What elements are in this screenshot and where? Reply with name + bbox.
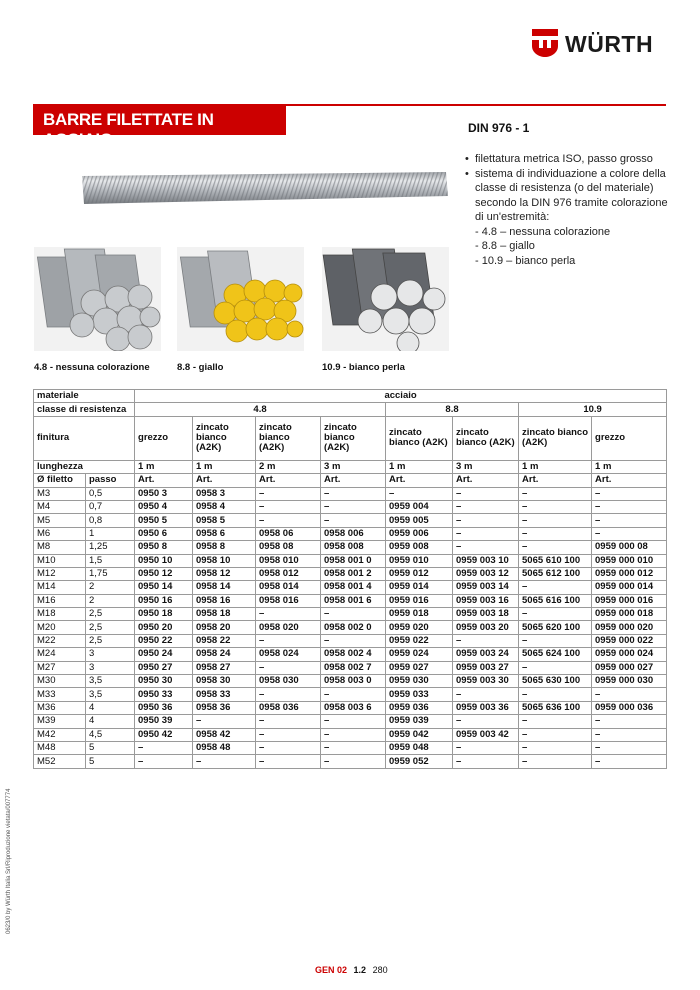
article-number-cell: 0959 012 xyxy=(386,567,453,580)
article-number-cell: – xyxy=(453,514,519,527)
passo-label: passo xyxy=(86,474,135,487)
finish-cell: zincato bianco (A2K) xyxy=(453,416,519,460)
article-number-cell: 0959 003 14 xyxy=(453,581,519,594)
table-row xyxy=(34,741,667,754)
article-number-cell: – xyxy=(519,608,592,621)
table-row xyxy=(34,661,667,674)
article-number-cell: 0959 003 10 xyxy=(453,554,519,567)
article-number-cell: 0958 33 xyxy=(193,688,256,701)
row-materiale xyxy=(34,390,667,403)
article-number-cell: 0959 030 xyxy=(386,675,453,688)
pitch-cell: 3,5 xyxy=(86,675,135,688)
article-number-cell: 0950 10 xyxy=(135,554,193,567)
pitch-cell: 0,7 xyxy=(86,500,135,513)
article-number-cell: 0959 033 xyxy=(386,688,453,701)
table-row xyxy=(34,594,667,607)
article-number-cell: 0950 3 xyxy=(135,487,193,500)
article-number-cell: – xyxy=(256,688,321,701)
article-number-cell: 5065 620 100 xyxy=(519,621,592,634)
art-label: Art. xyxy=(592,474,667,487)
thread-size-cell: M20 xyxy=(34,621,86,634)
article-number-cell: 0959 000 022 xyxy=(592,634,667,647)
row-lunghezza xyxy=(34,460,667,473)
art-label: Art. xyxy=(193,474,256,487)
article-number-cell: – xyxy=(386,487,453,500)
article-number-cell: – xyxy=(519,688,592,701)
pitch-cell: 4 xyxy=(86,715,135,728)
row-finitura xyxy=(34,416,667,460)
article-number-cell: – xyxy=(321,715,386,728)
article-number-cell: 0958 08 xyxy=(256,541,321,554)
art-label: Art. xyxy=(321,474,386,487)
article-number-cell: 0950 12 xyxy=(135,567,193,580)
article-number-cell: – xyxy=(321,487,386,500)
pitch-cell: 2 xyxy=(86,594,135,607)
pitch-cell: 2 xyxy=(86,581,135,594)
article-number-cell: – xyxy=(519,741,592,754)
article-number-cell: 0950 20 xyxy=(135,621,193,634)
article-number-cell: – xyxy=(453,688,519,701)
pitch-cell: 0,5 xyxy=(86,487,135,500)
thread-size-cell: M12 xyxy=(34,567,86,580)
pitch-cell: 1,5 xyxy=(86,554,135,567)
article-number-cell: – xyxy=(592,688,667,701)
table-row xyxy=(34,755,667,768)
article-number-cell: 0950 33 xyxy=(135,688,193,701)
article-number-cell: 0950 27 xyxy=(135,661,193,674)
table-row xyxy=(34,541,667,554)
article-number-cell: – xyxy=(321,608,386,621)
article-number-cell: 0958 22 xyxy=(193,634,256,647)
article-number-cell: – xyxy=(453,541,519,554)
article-number-cell: – xyxy=(519,634,592,647)
article-number-cell: 0959 039 xyxy=(386,715,453,728)
article-number-cell: 0959 003 16 xyxy=(453,594,519,607)
pitch-cell: 4,5 xyxy=(86,728,135,741)
article-number-cell: – xyxy=(321,728,386,741)
thread-size-cell: M27 xyxy=(34,661,86,674)
article-number-cell: 0959 000 014 xyxy=(592,581,667,594)
article-number-cell: 0959 014 xyxy=(386,581,453,594)
article-number-cell: 0958 003 6 xyxy=(321,701,386,714)
article-number-cell: – xyxy=(519,755,592,768)
din-standard: DIN 976 - 1 xyxy=(468,121,530,135)
thread-size-cell: M8 xyxy=(34,541,86,554)
article-number-cell: 0959 000 024 xyxy=(592,648,667,661)
article-number-cell: – xyxy=(519,541,592,554)
article-number-cell: 0959 003 36 xyxy=(453,701,519,714)
article-number-cell: – xyxy=(453,487,519,500)
article-number-cell: 0958 014 xyxy=(256,581,321,594)
table-row xyxy=(34,728,667,741)
table-row xyxy=(34,675,667,688)
page-footer xyxy=(315,965,388,975)
article-number-cell: 0950 8 xyxy=(135,541,193,554)
article-number-cell: 0950 6 xyxy=(135,527,193,540)
length-cell: 1 m xyxy=(193,460,256,473)
table-row xyxy=(34,554,667,567)
thread-size-cell: M4 xyxy=(34,500,86,513)
feature-sub-3: - 10.9 – bianco perla xyxy=(475,254,576,267)
article-number-cell: – xyxy=(592,755,667,768)
materiale-label: materiale xyxy=(34,390,135,403)
threaded-rod-image xyxy=(78,170,450,206)
article-number-cell: – xyxy=(519,581,592,594)
feature-sub-1: - 4.8 – nessuna colorazione xyxy=(475,225,611,238)
article-number-cell: 0958 24 xyxy=(193,648,256,661)
article-number-cell: 5065 616 100 xyxy=(519,594,592,607)
art-label: Art. xyxy=(256,474,321,487)
table-row xyxy=(34,634,667,647)
article-number-cell: – xyxy=(453,755,519,768)
length-cell: 1 m xyxy=(519,460,592,473)
article-number-cell: – xyxy=(256,634,321,647)
article-number-cell: – xyxy=(592,728,667,741)
table-row xyxy=(34,567,667,580)
article-number-cell: 0958 06 xyxy=(256,527,321,540)
table-row xyxy=(34,500,667,513)
article-number-cell: 0958 18 xyxy=(193,608,256,621)
article-number-cell: – xyxy=(453,527,519,540)
length-cell: 1 m xyxy=(386,460,453,473)
article-number-cell: 0959 003 27 xyxy=(453,661,519,674)
thread-size-cell: M18 xyxy=(34,608,86,621)
article-number-cell: – xyxy=(453,500,519,513)
article-number-cell: 0958 001 6 xyxy=(321,594,386,607)
article-number-cell: 0958 002 7 xyxy=(321,661,386,674)
pitch-cell: 1,25 xyxy=(86,541,135,554)
pitch-cell: 3,5 xyxy=(86,688,135,701)
article-number-cell: – xyxy=(453,741,519,754)
thread-size-cell: M33 xyxy=(34,688,86,701)
article-number-cell: 0958 36 xyxy=(193,701,256,714)
feature-list xyxy=(464,152,669,268)
art-label: Art. xyxy=(519,474,592,487)
pitch-cell: 1,75 xyxy=(86,567,135,580)
article-number-cell: 0950 14 xyxy=(135,581,193,594)
article-number-cell: 0959 004 xyxy=(386,500,453,513)
article-number-cell: 0959 003 12 xyxy=(453,567,519,580)
article-number-cell: 0958 001 0 xyxy=(321,554,386,567)
article-number-cell: 0958 003 0 xyxy=(321,675,386,688)
article-number-cell: 0958 006 xyxy=(321,527,386,540)
pitch-cell: 2,5 xyxy=(86,634,135,647)
article-number-cell: 0959 000 016 xyxy=(592,594,667,607)
article-number-cell: 0950 36 xyxy=(135,701,193,714)
article-number-cell: – xyxy=(256,514,321,527)
art-label: Art. xyxy=(386,474,453,487)
length-cell: 3 m xyxy=(321,460,386,473)
article-number-cell: – xyxy=(321,634,386,647)
article-number-cell: 0958 30 xyxy=(193,675,256,688)
feature-bullet-1: • filettatura metrica ISO, passo grosso xyxy=(464,152,669,167)
article-number-cell: 0958 4 xyxy=(193,500,256,513)
article-number-cell: 0959 020 xyxy=(386,621,453,634)
article-number-cell: 0959 000 018 xyxy=(592,608,667,621)
article-number-cell: 0950 4 xyxy=(135,500,193,513)
article-number-cell: 0959 000 030 xyxy=(592,675,667,688)
article-number-cell: 0958 42 xyxy=(193,728,256,741)
article-number-cell: 0958 16 xyxy=(193,594,256,607)
pitch-cell: 2,5 xyxy=(86,608,135,621)
classe-label: classe di resistenza xyxy=(34,403,135,416)
caption-4-8: 4.8 - nessuna colorazione xyxy=(34,362,150,373)
article-number-cell: 0958 008 xyxy=(321,541,386,554)
article-number-cell: – xyxy=(321,688,386,701)
caption-8-8: 8.8 - giallo xyxy=(177,362,224,373)
thread-size-cell: M22 xyxy=(34,634,86,647)
title-banner xyxy=(33,104,286,149)
article-number-cell: 0959 027 xyxy=(386,661,453,674)
article-number-cell: – xyxy=(135,755,193,768)
table-row xyxy=(34,621,667,634)
row-art-header xyxy=(34,474,667,487)
article-number-cell: 0959 000 020 xyxy=(592,621,667,634)
article-number-cell: 0959 036 xyxy=(386,701,453,714)
thread-size-cell: M24 xyxy=(34,648,86,661)
article-number-cell: – xyxy=(256,741,321,754)
article-number-cell: 0950 24 xyxy=(135,648,193,661)
article-number-cell: 0959 003 30 xyxy=(453,675,519,688)
table-row xyxy=(34,688,667,701)
article-number-cell: 0958 3 xyxy=(193,487,256,500)
article-number-cell: – xyxy=(256,728,321,741)
pitch-cell: 0,8 xyxy=(86,514,135,527)
article-number-cell: 0950 16 xyxy=(135,594,193,607)
article-number-cell: – xyxy=(519,487,592,500)
article-number-cell: 0959 008 xyxy=(386,541,453,554)
class-4-8: 4.8 xyxy=(135,403,386,416)
row-classe xyxy=(34,403,667,416)
article-number-cell: 0958 020 xyxy=(256,621,321,634)
article-number-cell: 0959 042 xyxy=(386,728,453,741)
article-number-cell: – xyxy=(321,741,386,754)
article-number-cell: 0958 10 xyxy=(193,554,256,567)
length-cell: 1 m xyxy=(135,460,193,473)
caption-10-9: 10.9 - bianco perla xyxy=(322,362,405,373)
finitura-label: finitura xyxy=(34,416,135,460)
pitch-cell: 5 xyxy=(86,741,135,754)
table-row xyxy=(34,608,667,621)
article-number-cell: – xyxy=(519,661,592,674)
thread-size-cell: M6 xyxy=(34,527,86,540)
pitch-cell: 4 xyxy=(86,701,135,714)
article-number-cell: 0950 18 xyxy=(135,608,193,621)
article-number-cell: – xyxy=(592,514,667,527)
article-number-cell: 0958 5 xyxy=(193,514,256,527)
finish-cell: grezzo xyxy=(135,416,193,460)
lunghezza-label: lunghezza xyxy=(34,460,135,473)
article-number-cell: – xyxy=(519,728,592,741)
length-cell: 2 m xyxy=(256,460,321,473)
pitch-cell: 5 xyxy=(86,755,135,768)
article-number-cell: – xyxy=(453,634,519,647)
article-number-cell: 0958 036 xyxy=(256,701,321,714)
finish-cell: zincato bianco (A2K) xyxy=(519,416,592,460)
thread-size-cell: M42 xyxy=(34,728,86,741)
table-row xyxy=(34,715,667,728)
article-number-cell: 0958 016 xyxy=(256,594,321,607)
article-number-cell: – xyxy=(592,487,667,500)
wurth-logo-icon xyxy=(531,28,559,58)
article-number-cell: 0958 8 xyxy=(193,541,256,554)
article-number-cell: – xyxy=(592,500,667,513)
article-number-cell: – xyxy=(256,608,321,621)
article-number-cell: 0959 022 xyxy=(386,634,453,647)
spec-table xyxy=(33,389,667,769)
article-number-cell: 0950 30 xyxy=(135,675,193,688)
side-copyright-note: 0623/0 by Würth Italia Srl/Riproduzione vietata/007774 xyxy=(6,788,12,934)
article-number-cell: 0959 010 xyxy=(386,554,453,567)
table-row xyxy=(34,487,667,500)
article-number-cell: 5065 636 100 xyxy=(519,701,592,714)
article-number-cell: 0958 20 xyxy=(193,621,256,634)
thread-size-cell: M16 xyxy=(34,594,86,607)
article-number-cell: – xyxy=(592,741,667,754)
article-number-cell: 0959 003 42 xyxy=(453,728,519,741)
article-number-cell: 0959 003 20 xyxy=(453,621,519,634)
article-number-cell: – xyxy=(321,514,386,527)
article-number-cell: 0959 018 xyxy=(386,608,453,621)
article-number-cell: 0958 48 xyxy=(193,741,256,754)
length-cell: 1 m xyxy=(592,460,667,473)
article-number-cell: – xyxy=(519,527,592,540)
thread-size-cell: M30 xyxy=(34,675,86,688)
article-number-cell: – xyxy=(256,715,321,728)
article-number-cell: 0959 016 xyxy=(386,594,453,607)
article-number-cell: 0959 000 08 xyxy=(592,541,667,554)
finish-cell: zincato bianco (A2K) xyxy=(386,416,453,460)
article-number-cell: – xyxy=(321,755,386,768)
article-number-cell: 0958 27 xyxy=(193,661,256,674)
article-number-cell: 5065 612 100 xyxy=(519,567,592,580)
article-number-cell: 0958 001 4 xyxy=(321,581,386,594)
article-number-cell: 0958 6 xyxy=(193,527,256,540)
article-number-cell: – xyxy=(256,661,321,674)
thread-size-cell: M48 xyxy=(34,741,86,754)
pitch-cell: 3 xyxy=(86,661,135,674)
article-number-cell: 0959 003 18 xyxy=(453,608,519,621)
table-row xyxy=(34,514,667,527)
article-number-cell: – xyxy=(453,715,519,728)
pitch-cell: 2,5 xyxy=(86,621,135,634)
article-number-cell: 0959 000 036 xyxy=(592,701,667,714)
materiale-value: acciaio xyxy=(135,390,667,403)
feature-bullet-2: • sistema di individuazione a colore della classe di resistenza (o del materiale) secondo la DIN 976 tramite colorazione di un'estremità: xyxy=(464,167,669,225)
rods-10-9-photo xyxy=(322,247,449,351)
footer-section: GEN 02 xyxy=(315,965,348,975)
footer-page-number: 280 xyxy=(372,965,388,975)
finish-cell: grezzo xyxy=(592,416,667,460)
article-number-cell: 0950 5 xyxy=(135,514,193,527)
article-number-cell: 0958 14 xyxy=(193,581,256,594)
article-number-cell: – xyxy=(193,715,256,728)
footer-page-ref: 1.2 xyxy=(353,965,367,975)
finish-cell: zincato bianco (A2K) xyxy=(321,416,386,460)
class-8-8: 8.8 xyxy=(386,403,519,416)
article-number-cell: – xyxy=(256,500,321,513)
article-number-cell: 0958 002 4 xyxy=(321,648,386,661)
thread-size-cell: M52 xyxy=(34,755,86,768)
article-number-cell: 0958 024 xyxy=(256,648,321,661)
wurth-logo xyxy=(531,28,671,62)
thread-size-cell: M14 xyxy=(34,581,86,594)
article-number-cell: 5065 610 100 xyxy=(519,554,592,567)
article-number-cell: – xyxy=(519,514,592,527)
finish-cell: zincato bianco (A2K) xyxy=(256,416,321,460)
filetto-label: Ø filetto xyxy=(34,474,86,487)
article-number-cell: 0959 006 xyxy=(386,527,453,540)
article-number-cell: 0959 000 010 xyxy=(592,554,667,567)
article-number-cell: 0950 22 xyxy=(135,634,193,647)
pitch-cell: 3 xyxy=(86,648,135,661)
thread-size-cell: M3 xyxy=(34,487,86,500)
article-number-cell: – xyxy=(256,755,321,768)
thread-size-cell: M10 xyxy=(34,554,86,567)
class-10-9: 10.9 xyxy=(519,403,667,416)
table-row xyxy=(34,648,667,661)
table-row xyxy=(34,527,667,540)
article-number-cell: – xyxy=(321,500,386,513)
article-number-cell: 0958 002 0 xyxy=(321,621,386,634)
length-cell: 3 m xyxy=(453,460,519,473)
article-number-cell: 0958 030 xyxy=(256,675,321,688)
finish-cell: zincato bianco (A2K) xyxy=(193,416,256,460)
article-number-cell: 0950 39 xyxy=(135,715,193,728)
brand-name: WÜRTH xyxy=(565,31,654,57)
table-row xyxy=(34,581,667,594)
table-row xyxy=(34,701,667,714)
article-number-cell: 0959 024 xyxy=(386,648,453,661)
article-number-cell: 5065 624 100 xyxy=(519,648,592,661)
article-number-cell: – xyxy=(519,500,592,513)
article-number-cell: 0958 010 xyxy=(256,554,321,567)
article-number-cell: 0959 000 027 xyxy=(592,661,667,674)
article-number-cell: – xyxy=(592,715,667,728)
thread-size-cell: M36 xyxy=(34,701,86,714)
article-number-cell: 0959 003 24 xyxy=(453,648,519,661)
article-number-cell: – xyxy=(592,527,667,540)
art-label: Art. xyxy=(135,474,193,487)
article-number-cell: 5065 630 100 xyxy=(519,675,592,688)
thread-size-cell: M5 xyxy=(34,514,86,527)
article-number-cell: 0959 048 xyxy=(386,741,453,754)
thread-size-cell: M39 xyxy=(34,715,86,728)
article-number-cell: 0959 052 xyxy=(386,755,453,768)
art-label: Art. xyxy=(453,474,519,487)
article-number-cell: 0958 12 xyxy=(193,567,256,580)
article-number-cell: – xyxy=(193,755,256,768)
page-title: BARRE FILETTATE IN ACCIAIO xyxy=(43,110,214,149)
article-number-cell: – xyxy=(519,715,592,728)
rods-4-8-photo xyxy=(34,247,161,351)
rods-8-8-photo xyxy=(177,247,304,351)
pitch-cell: 1 xyxy=(86,527,135,540)
article-number-cell: 0959 000 012 xyxy=(592,567,667,580)
article-number-cell: 0958 001 2 xyxy=(321,567,386,580)
article-number-cell: 0958 012 xyxy=(256,567,321,580)
article-number-cell: 0959 005 xyxy=(386,514,453,527)
feature-sub-2: - 8.8 – giallo xyxy=(475,240,535,252)
article-number-cell: – xyxy=(135,741,193,754)
article-number-cell: 0950 42 xyxy=(135,728,193,741)
article-number-cell: – xyxy=(256,487,321,500)
